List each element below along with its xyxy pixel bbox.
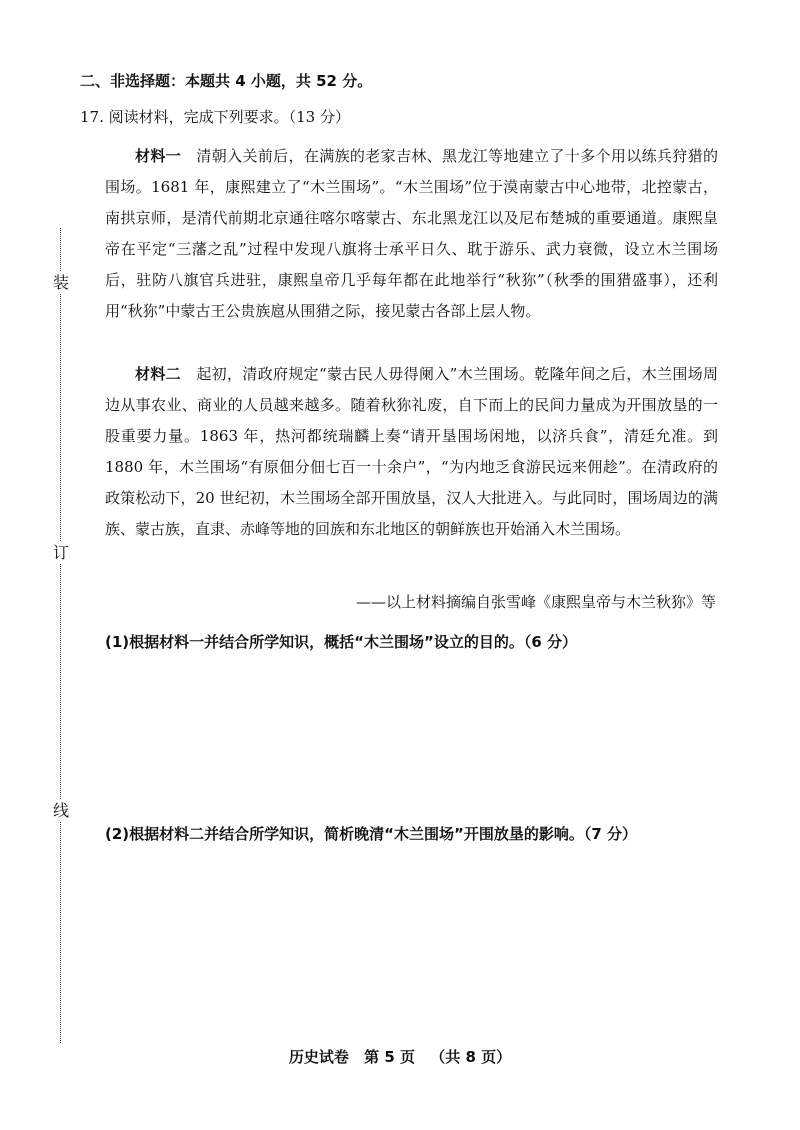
sub-question-1: (1)根据材料一并结合所学知识，概括“木兰围场”设立的目的。（6 分） bbox=[105, 633, 578, 651]
material-two bbox=[105, 359, 718, 545]
binding-char-zhuang: 装 bbox=[50, 272, 72, 294]
footer-total-pages: （共 8 页） bbox=[430, 1048, 512, 1066]
answer-area-1[interactable] bbox=[105, 662, 718, 812]
binding-char-ding: 订 bbox=[50, 542, 72, 564]
answer-area-2[interactable] bbox=[105, 855, 718, 1035]
material-one bbox=[105, 141, 718, 327]
material-one-label: 材料一 bbox=[135, 147, 182, 165]
binding-char-xian: 线 bbox=[50, 800, 72, 822]
page-footer bbox=[0, 1046, 800, 1067]
sub-question-2: (2)根据材料二并结合所学知识，简析晚清“木兰围场”开围放垦的影响。（7 分） bbox=[105, 825, 638, 843]
material-two-label: 材料二 bbox=[135, 365, 181, 383]
footer-page-number: 第 5 页 bbox=[364, 1048, 415, 1066]
material-two-text: 起初，清政府规定“蒙古民人毋得阑入”木兰围场。乾隆年间之后，木兰围场周边从事农业、商业的人员越来越多。随着秋狝礼废，自下而上的民间力量成为开围放垦的一股重要力量。1863 年，热河都统瑞麟上奏“请开垦围场闲地，以济兵食”，清廷允准。到 1880 年，木兰围场“有原佃分佃七百一十余户”，“为内地乏食游民远来佣趁”。在清政府的政策松动下，20 世纪初，木兰围场全部开围放垦，汉人大批进入。与此同时，围场周边的满族、蒙古族，直隶、赤峰等地的回族和东北地区的朝鲜族也开始涌入木兰围场。 bbox=[105, 365, 718, 538]
source-citation: ——以上材料摘编自张雪峰《康熙皇帝与木兰秋狝》等 bbox=[355, 593, 716, 611]
section-heading: 二、非选择题：本题共 4 小题，共 52 分。 bbox=[80, 72, 373, 90]
binding-dotted-line bbox=[60, 228, 61, 1043]
footer-subject: 历史试卷 bbox=[288, 1048, 349, 1066]
material-one-text: 清朝入关前后，在满族的老家吉林、黑龙江等地建立了十多个用以练兵狩猎的围场。1681 年，康熙建立了“木兰围场”。“木兰围场”位于漠南蒙古中心地带，北控蒙古，南拱京师，是清代前期北京通往喀尔喀蒙古、东北黑龙江以及尼布楚城的重要通道。康熙皇帝在平定“三藩之乱”过程中发现八旗将士承平日久、耽于游乐、武力衰微，设立木兰围场后，驻防八旗官兵进驻，康熙皇帝几乎每年都在此地举行“秋狝”（秋季的围猎盛事），还利用“秋狝”中蒙古王公贵族扈从围猎之际，接见蒙古各部上层人物。 bbox=[105, 147, 718, 320]
question-title: 17. 阅读材料，完成下列要求。（13 分） bbox=[80, 108, 350, 126]
